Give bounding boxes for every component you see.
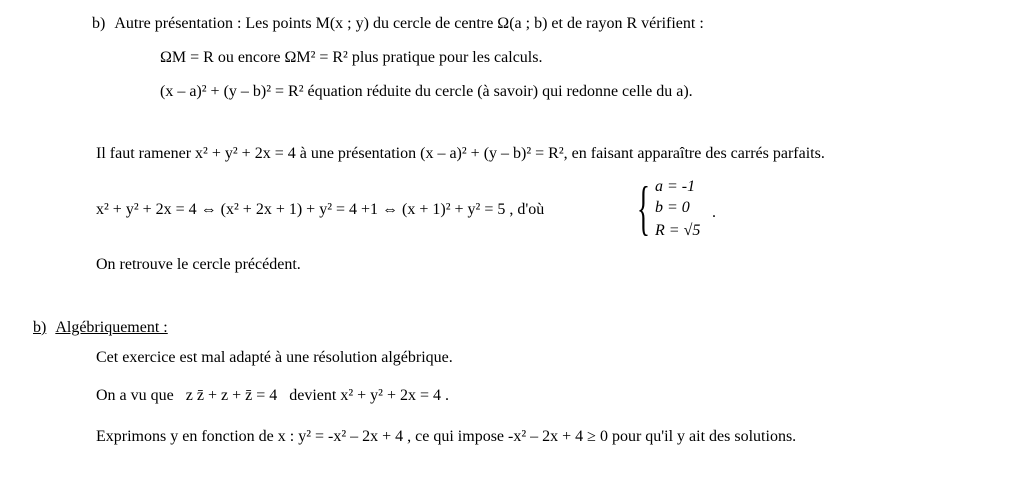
algebraic-heading bbox=[33, 318, 168, 338]
algebraic-line-3: Exprimons y en fonction de x : y² = -x² – 2x + 4 , ce qui impose -x² – 2x + 4 ≥ 0 pour qu'il y ait des solutions. bbox=[96, 428, 797, 445]
system-end-period: . bbox=[712, 204, 716, 221]
algebraic-line-2-prefix: On a vu que bbox=[96, 387, 174, 404]
system-row-b: b = 0 bbox=[655, 199, 690, 216]
left-brace-icon: { bbox=[637, 175, 650, 241]
derivation-line: x² + y² + 2x = 4 ⇔ (x² + 2x + 1) + y² = 4 +1 ⇔ (x + 1)² + y² = 5 , d'où bbox=[96, 201, 545, 218]
section-label: b) bbox=[92, 15, 106, 32]
presentation-intro-line bbox=[92, 14, 704, 34]
algebraic-line-2-expr: z z̄ + z + z̄ = 4 bbox=[185, 387, 278, 404]
conclusion-line: On retrouve le cercle précédent. bbox=[96, 256, 301, 273]
algebraic-label: b) bbox=[33, 319, 47, 336]
system-row-r: R = √5 bbox=[655, 222, 701, 239]
system-row-a: a = -1 bbox=[655, 178, 696, 195]
algebraic-line-2 bbox=[96, 386, 449, 406]
algebraic-title: Algébriquement : bbox=[55, 319, 168, 336]
algebraic-line-2-suffix: devient x² + y² + 2x = 4 . bbox=[289, 387, 450, 404]
algebraic-line-1: Cet exercice est mal adapté à une résolution algébrique. bbox=[96, 349, 453, 366]
solution-system bbox=[637, 174, 727, 246]
transformation-sentence: Il faut ramener x² + y² + 2x = 4 à une présentation (x – a)² + (y – b)² = R², en faisant apparaître des carrés parfaits. bbox=[96, 145, 825, 162]
presentation-line-2: (x – a)² + (y – b)² = R² équation réduite du cercle (à savoir) qui redonne celle du a). bbox=[160, 83, 693, 100]
presentation-intro-text: Autre présentation : Les points M(x ; y) du cercle de centre Ω(a ; b) et de rayon R vérifient : bbox=[114, 15, 704, 32]
presentation-line-1: ΩM = R ou encore ΩM² = R² plus pratique pour les calculs. bbox=[160, 49, 543, 66]
